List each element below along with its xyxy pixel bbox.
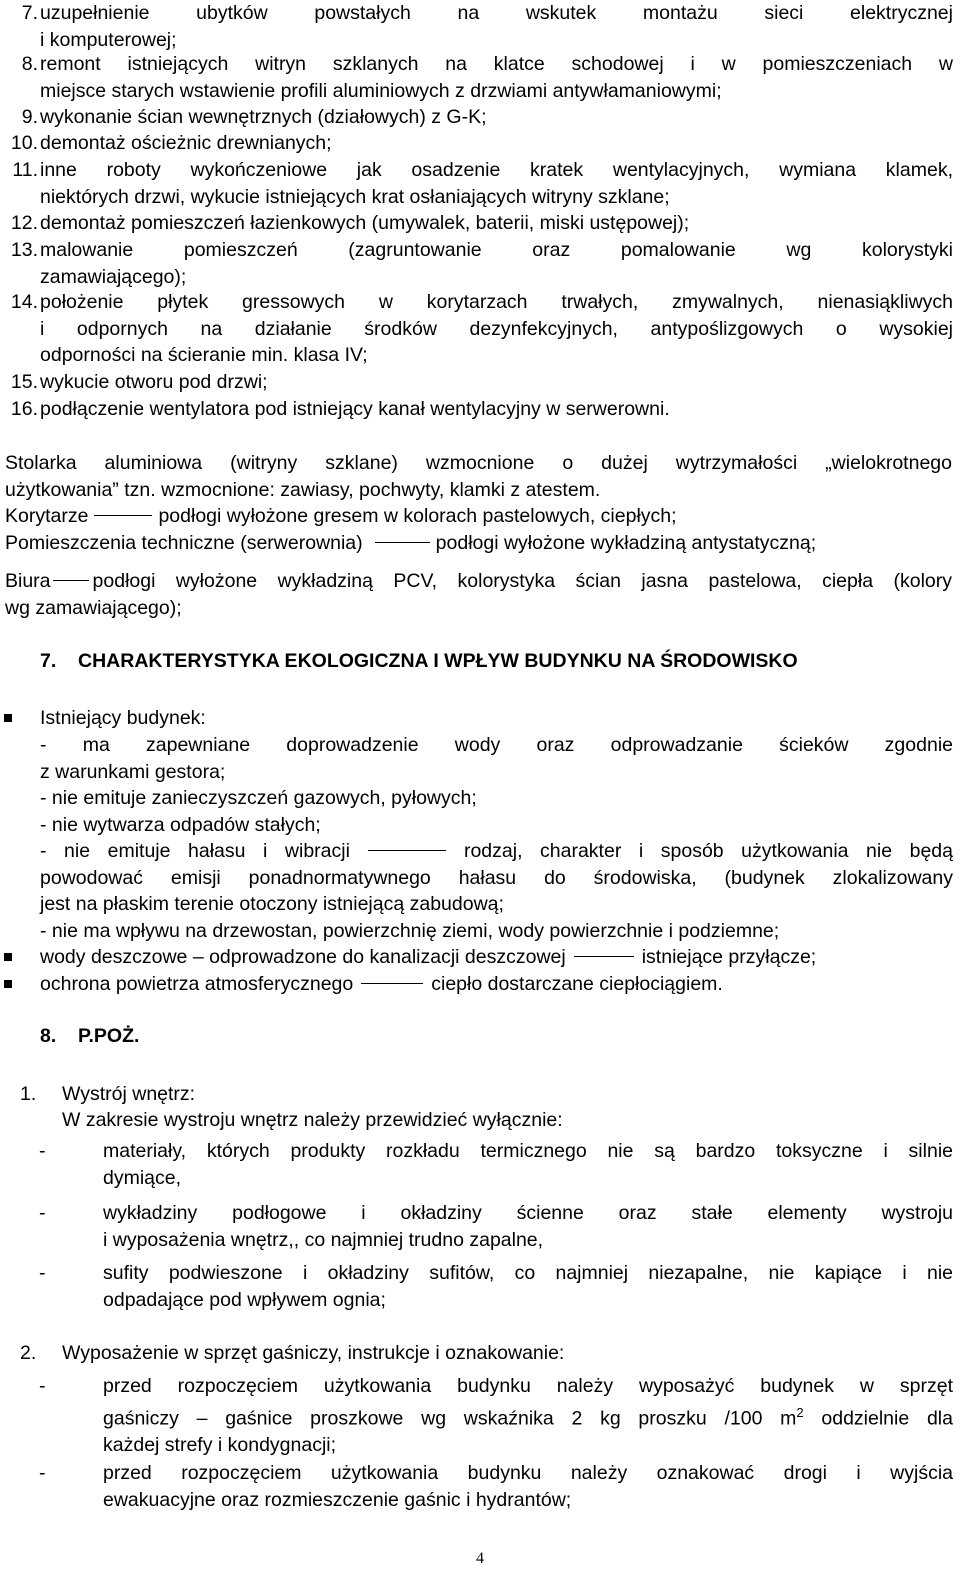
dash-item [39,1260,953,1313]
em-dash [375,542,430,543]
dash-item [39,1138,953,1191]
list-line: demontaż ościeżnic drewnianych; [40,132,332,154]
section-7-heading [40,650,798,673]
list-line: inne roboty wykończeniowe jak osadzenie kratek wentylacyjnych, wymiana klamek, [40,159,953,181]
pomieszczenia-line [5,530,952,557]
list-line: wykucie otworu pod drzwi; [40,371,268,393]
list-line: demontaż pomieszczeń łazienkowych (umywalek, baterii, miski ustępowej); [40,212,690,234]
list-number: 12. [10,212,38,234]
stolarka-paragraph [5,450,952,503]
list-item [21,104,953,131]
paragraph-text: podłogi wyłożone wykładziną antystatyczną; [435,532,817,554]
list-line: uzupełnienie ubytków powstałych na wskutek montażu sieci elektrycznej [40,2,953,24]
dash-text: oddzielnie dla [803,1407,953,1429]
list-number: 14. [10,291,38,313]
subsection-2 [20,1340,565,1366]
subsection-title: Wystrój wnętrz: [62,1083,196,1105]
list-line: niektórych drzwi, wykucie istniejących krat osłaniających witryny szklane; [40,185,670,208]
section-number: 7. [40,650,57,672]
eco-text-a: - nie emituje hałasu i wibracji [40,840,350,862]
dash-line [103,1400,953,1432]
page-number: 4 [476,1550,484,1567]
list-number: 13. [10,239,38,261]
paragraph-text: podłogi wyłożone gresem w kolorach pastelowych, ciepłych; [158,505,677,527]
eco-line: z warunkami gestora; [40,760,226,783]
list-line: malowanie pomieszczeń (zagruntowanie oraz pomalowanie wg kolorystyki [40,239,953,261]
superscript: 2 [796,1404,804,1420]
list-item [10,289,953,369]
em-dash [53,580,89,581]
dash-marker: - [39,1140,46,1162]
dash-line: odpadające pod wpływem ognia; [103,1288,386,1311]
subsection-number: 1. [20,1083,37,1105]
dash-line: każdej strefy i kondygnacji; [103,1433,337,1456]
subsection-1 [20,1081,196,1107]
paragraph-text: podłogi wyłożone wykładziną PCV, kolorystyka ścian jasna pastelowa, ciepła (kolory [92,570,952,592]
dash-line: wykładziny podłogowe i okładziny ścienne oraz stałe elementy wystroju [103,1202,953,1224]
bullet-item [40,971,953,998]
bullet-text: istniejące przyłącze; [641,946,817,968]
list-number: 15. [10,371,38,393]
eco-line: jest na płaskim terenie otoczony istniejącą zabudową; [40,893,504,915]
paragraph-line: wg zamawiającego); [5,596,182,619]
bullet-item [40,944,953,971]
square-bullet-icon [4,953,12,961]
list-number: 7. [21,2,38,24]
list-line: położenie płytek gressowych w korytarzach trwałych, zmywalnych, nienasiąkliwych [40,291,953,313]
square-bullet-icon [4,714,12,722]
eco-lines [40,732,953,944]
list-item [10,396,953,423]
bullet-text: ochrona powietrza atmosferycznego [40,973,354,995]
dash-line: przed rozpoczęciem użytkowania budynku należy wyposażyć budynek w sprzęt [103,1375,953,1397]
list-number: 9. [21,106,38,128]
dash-marker: - [39,1262,46,1284]
list-line: zamawiającego); [40,265,187,288]
list-item [21,51,953,104]
bullet-item [40,705,953,732]
list-number: 11. [12,159,38,181]
bullet-text: Istniejący budynek: [40,707,206,729]
dash-line: materiały, których produkty rozkładu termicznego nie są bardzo toksyczne i silnie [103,1140,953,1162]
eco-text-b: rodzaj, charakter i sposób użytkowania nie będą [463,840,953,862]
subsection-intro: W zakresie wystroju wnętrz należy przewidzieć wyłącznie: [62,1109,563,1131]
bullet-text: wody deszczowe – odprowadzone do kanalizacji deszczowej [40,946,566,968]
list-item [10,369,953,396]
list-line: wykonanie ścian wewnętrznych (działowych) z G-K; [40,106,487,128]
eco-line: - nie emituje zanieczyszczeń gazowych, pyłowych; [40,787,477,809]
list-line: i odpornych na działanie środków dezynfekcyjnych, antypoślizgowych o wysokiej [40,317,953,340]
eco-line: - nie ma wpływu na drzewostan, powierzchnię ziemi, wody powierzchnie i podziemne; [40,919,780,942]
dash-line: ewakuacyjne oraz rozmieszczenie gaśnic i hydrantów; [103,1488,572,1511]
list-line: miejsce starych wstawienie profili aluminiowych z drzwiami antywłamaniowymi; [40,79,722,102]
section-number: 8. [40,1025,57,1047]
square-bullet-icon [4,980,12,988]
eco-line: powodować emisji ponadnormatywnego hałasu do środowiska, (budynek zlokalizowany [40,866,953,889]
dash-item [39,1200,953,1253]
dash-text: gaśniczy – gaśnice proszkowe wg wskaźnika 2 kg proszku /100 m [103,1407,797,1429]
list-item [21,0,953,53]
dash-line: dymiące, [103,1166,182,1189]
korytarze-line [5,503,952,530]
list-item [10,210,953,237]
section-title: P.POŻ. [78,1025,140,1047]
paragraph-line: użytkowania” tzn. wzmocnione: zawiasy, pochwyty, klamki z atestem. [5,478,601,501]
dash-marker: - [39,1375,46,1397]
list-number: 10. [10,132,38,154]
list-item [10,130,953,157]
paragraph-line: Stolarka aluminiowa (witryny szklane) wzmocnione o dużej wytrzymałości „wielokrotnego [5,452,952,474]
dash-line: sufity podwieszone i okładziny sufitów, co najmniej niezapalne, nie kapiące i nie [103,1262,953,1284]
dash-line: przed rozpoczęciem użytkowania budynku należy oznakować drogi i wyjścia [103,1462,953,1484]
dash-line: i wyposażenia wnętrz,, co najmniej trudno zapalne, [103,1228,544,1251]
eco-line: - ma zapewniane doprowadzenie wody oraz odprowadzanie ścieków zgodnie [40,734,953,756]
dash-marker: - [39,1202,46,1224]
section-title: CHARAKTERYSTYKA EKOLOGICZNA I WPŁYW BUDYNKU NA ŚRODOWISKO [78,650,798,672]
subsection-number: 2. [20,1342,37,1364]
list-item [12,157,953,210]
list-line: remont istniejących witryn szklanych na klatce schodowej i w pomieszczeniach w [40,53,953,75]
paragraph-line [5,568,952,595]
em-dash [574,956,634,957]
em-dash [361,983,423,984]
list-line: odporności na ścieranie min. klasa IV; [40,344,368,366]
eco-line: - nie wytwarza odpadów stałych; [40,813,321,836]
biura-paragraph [5,568,952,621]
em-dash [94,515,152,516]
eco-line [40,838,953,865]
section-8-heading [40,1025,139,1048]
dash-marker: - [39,1462,46,1484]
dash-item [39,1373,953,1458]
paragraph-term: Pomieszczenia techniczne (serwerownia) [5,532,363,554]
bullet-text: ciepło dostarczane ciepłociągiem. [431,973,723,995]
list-number: 16. [10,398,38,420]
list-line: i komputerowej; [40,28,177,51]
dash-item [39,1460,953,1513]
subsection-title: Wyposażenie w sprzęt gaśniczy, instrukcje i oznakowanie: [62,1342,565,1364]
list-number: 8. [21,53,38,75]
list-line: podłączenie wentylatora pod istniejący kanał wentylacyjny w serwerowni. [40,398,670,420]
list-item [10,237,953,290]
paragraph-term: Korytarze [5,505,89,527]
paragraph-term: Biura [5,570,51,592]
em-dash [368,850,446,851]
